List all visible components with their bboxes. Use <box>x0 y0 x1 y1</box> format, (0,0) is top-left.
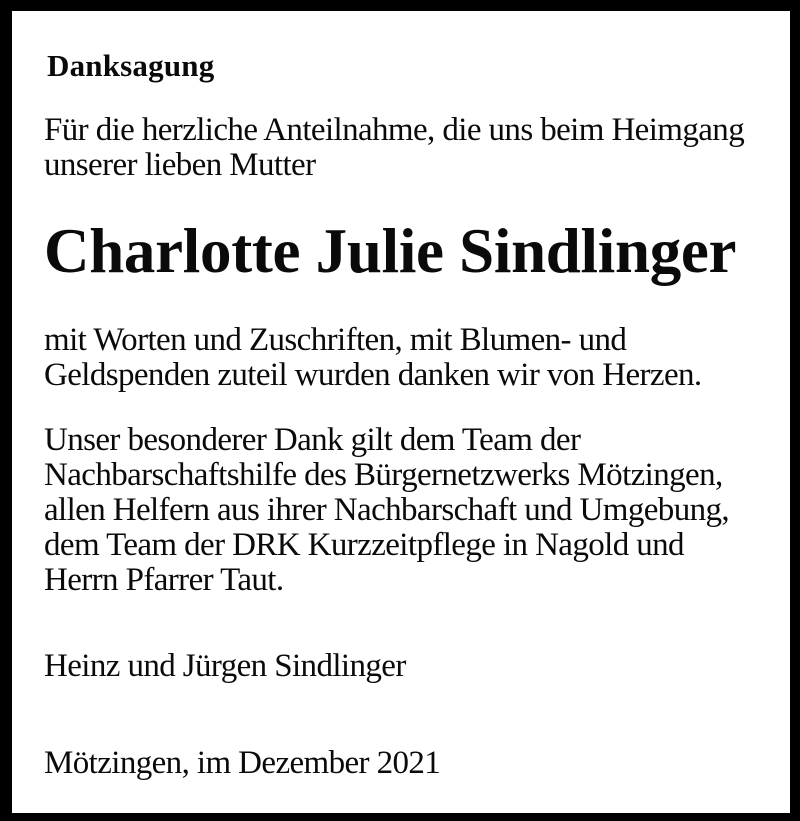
special-thanks-line-1: Unser besonderer Dank gilt dem Team der <box>44 422 581 458</box>
special-thanks-line-3: allen Helfern aus ihrer Nachbarschaft und Umgebung, <box>44 492 730 528</box>
notice-header: Danksagung <box>47 48 215 83</box>
special-thanks-paragraph <box>44 423 729 598</box>
place-date-line: Mötzingen, im Dezember 2021 <box>44 745 441 781</box>
intro-line-2: unserer lieben Mutter <box>44 147 316 183</box>
thanks-line-1: mit Worten und Zuschriften, mit Blumen- und <box>44 322 627 358</box>
special-thanks-line-4: dem Team der DRK Kurzzeitpflege in Nagold und <box>44 527 684 563</box>
deceased-name: Charlotte Julie Sindlinger <box>44 216 737 286</box>
notice-paper <box>12 11 790 813</box>
thanks-line-2: Geldspenden zuteil wurden danken wir von Herzen. <box>44 357 702 393</box>
intro-paragraph <box>44 113 744 183</box>
special-thanks-line-5: Herrn Pfarrer Taut. <box>44 562 284 598</box>
special-thanks-line-2: Nachbarschaftshilfe des Bürgernetzwerks Mötzingen, <box>44 457 723 493</box>
thanks-paragraph <box>44 323 702 393</box>
intro-line-1: Für die herzliche Anteilnahme, die uns beim Heimgang <box>44 112 745 148</box>
signature-line: Heinz und Jürgen Sindlinger <box>44 648 406 684</box>
